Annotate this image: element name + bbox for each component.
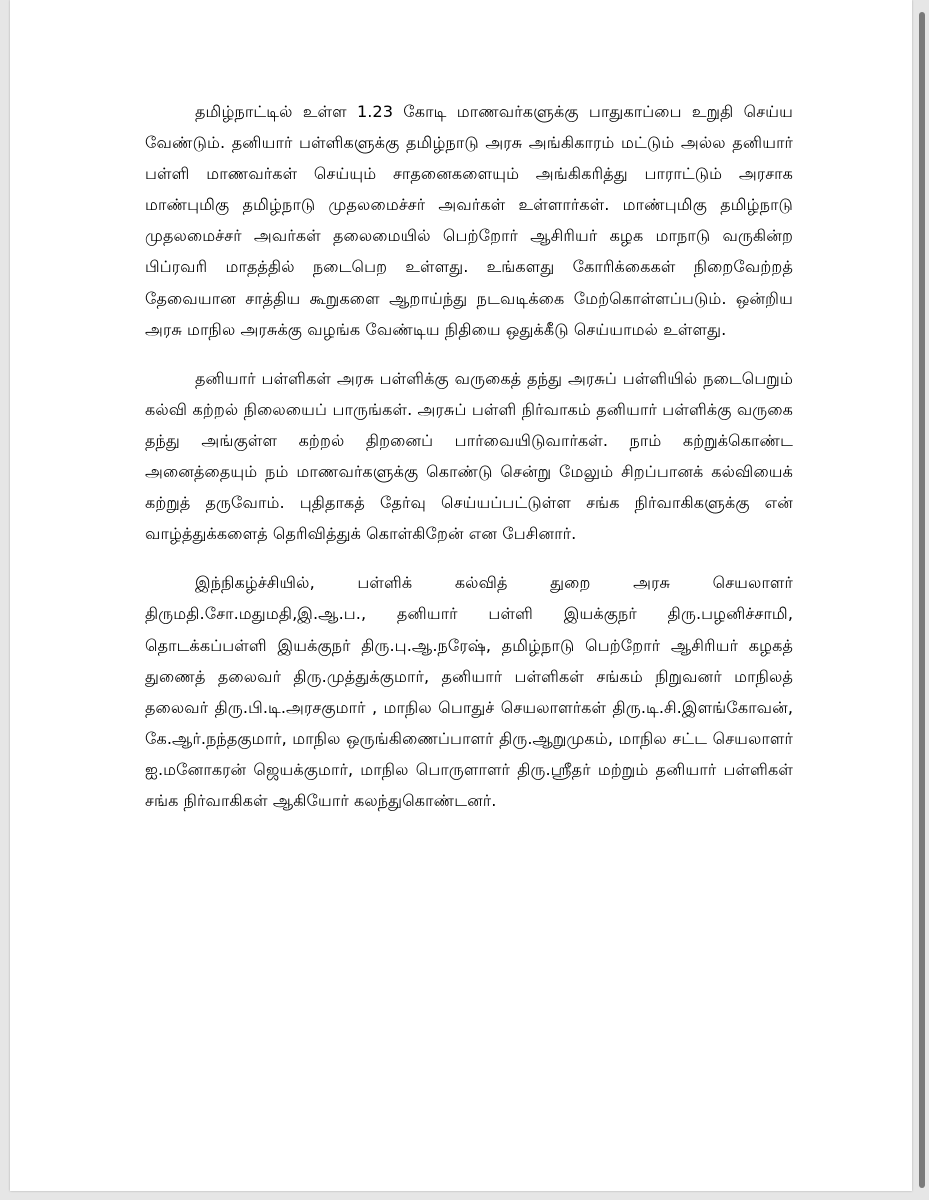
document-page xyxy=(10,0,912,1191)
paragraph: தனியார் பள்ளிகள் அரசு பள்ளிக்கு வருகைத் தந்து அரசுப் பள்ளியில் நடைபெறும் கல்வி கற்றல் நிலையைப் பாருங்கள். அரசுப் பள்ளி நிர்வாகம் தனியார் பள்ளிக்கு வருகை தந்து அங்குள்ள கற்றல் திறனைப் பார்வையிடுவார்கள். நாம் கற்றுக்கொண்ட அனைத்தையும் நம் மாணவர்களுக்கு கொண்டு சென்று மேலும் சிறப்பானக் கல்வியைக் கற்றுத் தருவோம். புதிதாகத் தேர்வு செய்யப்பட்டுள்ள சங்க நிர்வாகிகளுக்கு என் வாழ்த்துக்களைத் தெரிவித்துக் கொள்கிறேன் என பேசினார். xyxy=(145,368,793,544)
paragraph: இந்நிகழ்ச்சியில், பள்ளிக் கல்வித் துறை அரசு செயலாளர் திருமதி.சோ.மதுமதி,இ.ஆ.ப., தனியார் பள்ளி இயக்குநர் திரு.பழனிச்சாமி, தொடக்கப்பள்ளி இயக்குநர் திரு.பு.ஆ.நரேஷ், தமிழ்நாடு பெற்றோர் ஆசிரியர் கழகத் துணைத் தலைவர் திரு.முத்துக்குமார், தனியார் பள்ளிகள் சங்கம் நிறுவனர் மாநிலத் தலைவர் திரு.பி.டி.அரசகுமார் , மாநில பொதுச் செயலாளர்கள் திரு.டி.சி.இளங்கோவன், கே.ஆர்.நந்தகுமார், மாநில ஒருங்கிணைப்பாளர் திரு.ஆறுமுகம், மாநில சட்ட செயலாளர் ஐ.மனோகரன் ஜெயக்குமார், மாநில பொருளாளர் திரு.ஸ்ரீதர் மற்றும் தனியார் பள்ளிகள் சங்க நிர்வாகிகள் ஆகியோர் கலந்துகொண்டனர். xyxy=(145,573,793,810)
paragraph: தமிழ்நாட்டில் உள்ள 1.23 கோடி மாணவர்களுக்கு பாதுகாப்பை உறுதி செய்ய வேண்டும். தனியார் பள்ளிகளுக்கு தமிழ்நாடு அரசு அங்கிகாரம் மட்டும் அல்ல தனியார் பள்ளி மாணவர்கள் செய்யும் சாதனைகளையும் அங்கிகரித்து பாராட்டும் அரசாக மாண்புமிகு தமிழ்நாடு முதலமைச்சர் அவர்கள் உள்ளார்கள். மாண்புமிகு தமிழ்நாடு முதலமைச்சர் அவர்கள் தலைமையில் பெற்றோர் ஆசிரியர் கழக மாநாடு வருகின்ற பிப்ரவரி மாதத்தில் நடைபெற உள்ளது. உங்களது கோரிக்கைகள் நிறைவேற்றத் தேவையான சாத்திய கூறுகளை ஆறாய்ந்து நடவடிக்கை மேற்கொள்ளப்படும். ஒன்றிய அரசு மாநில அரசுக்கு வழங்க வேண்டிய நிதியை ஒதுக்கீடு செய்யாமல் உள்ளது. xyxy=(145,102,793,339)
scrollbar-thumb[interactable] xyxy=(919,12,925,1188)
document-body xyxy=(145,96,793,834)
